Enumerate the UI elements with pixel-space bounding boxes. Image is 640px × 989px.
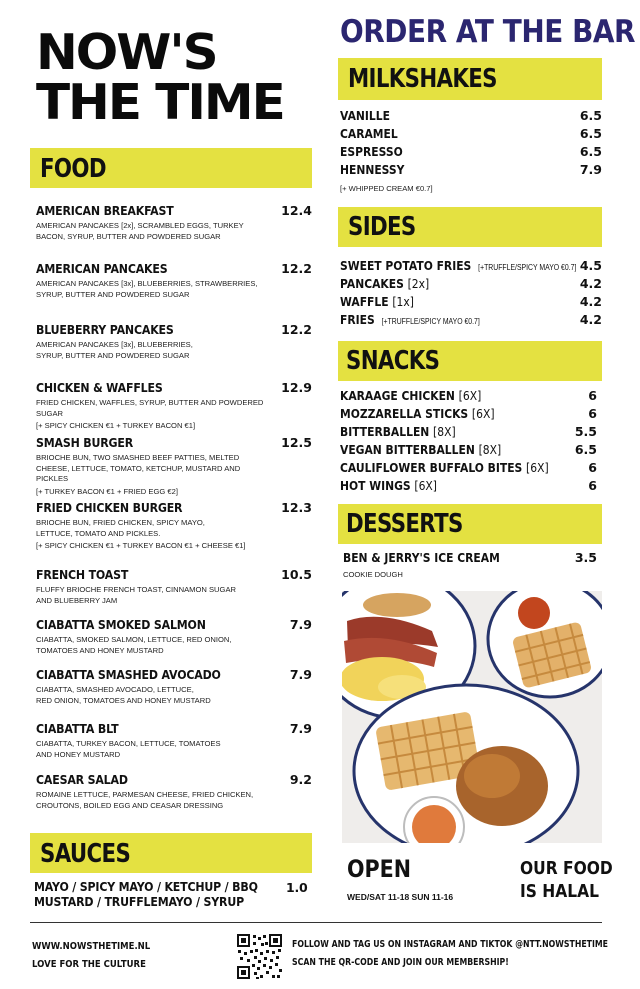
food-item-description: BRIOCHE BUN, TWO SMASHED BEEF PATTIES, MELTED CHEESE, LETTUCE, TOMATO, KETCHUP, MUSTARD AND PICKLES (36, 453, 241, 483)
side-price: 4.2 (579, 276, 602, 291)
food-item-name: AMERICAN BREAKFAST (36, 203, 174, 218)
sauces-line-1: MAYO / SPICY MAYO / KETCHUP / BBQ (34, 879, 258, 894)
snack-name (340, 478, 437, 493)
food-item-description: FRIED CHICKEN, WAFFLES, SYRUP, BUTTER AND POWDERED SUGAR (36, 398, 264, 418)
food-item-name: CIABATTA SMOKED SALMON (36, 617, 206, 632)
logo (36, 24, 284, 131)
snack-price: 6 (588, 478, 597, 493)
side-name-text: PANCAKES (340, 276, 404, 291)
snack-qty: [6X] (458, 388, 482, 403)
halal-notice (520, 857, 613, 903)
side-name (340, 294, 414, 309)
logo-line-2: THE TIME (36, 74, 284, 131)
snack-name (340, 460, 549, 475)
food-item-description: AMERICAN PANCAKES [2x], SCRAMBLED EGGS, TURKEY BACON, SYRUP, BUTTER AND POWDERED SUGAR (36, 221, 244, 241)
snack-row (340, 388, 602, 406)
milkshake-price: 6.5 (579, 126, 602, 141)
side-qty: [1x] (392, 294, 414, 309)
food-item (36, 772, 312, 811)
food-item-description: AMERICAN PANCAKES [3x], BLUEBERRIES, SYRUP, BUTTER AND POWDERED SUGAR (36, 340, 193, 360)
side-row (340, 312, 602, 330)
snack-price: 6 (588, 460, 597, 475)
food-item-name: AMERICAN PANCAKES (36, 261, 168, 276)
food-item-name: SMASH BURGER (36, 435, 134, 450)
snack-name (340, 406, 495, 421)
follow-us-text: FOLLOW AND TAG US ON INSTAGRAM AND TIKTOK @NTT.NOWSTHETIME (292, 939, 608, 950)
milkshake-price: 7.9 (579, 162, 602, 177)
food-item (36, 435, 312, 497)
food-item-price: 10.5 (281, 567, 312, 582)
side-price: 4.5 (579, 258, 602, 273)
snack-name-text: CAULIFLOWER BUFFALO BITES (340, 460, 523, 475)
side-row (340, 294, 602, 312)
side-note: [+TRUFFLE/SPICY MAYO €0.7] (381, 317, 480, 326)
milkshakes-banner (338, 58, 602, 100)
food-item-description: ROMAINE LETTUCE, PARMESAN CHEESE, FRIED CHICKEN, CROUTONS, BOILED EGG AND CEASAR DRESSING (36, 790, 254, 810)
slogan: LOVE FOR THE CULTURE (32, 959, 146, 970)
food-item (36, 721, 312, 760)
food-item (36, 567, 312, 606)
side-price: 4.2 (579, 294, 602, 309)
snack-name-text: KARAAGE CHICKEN (340, 388, 455, 403)
membership-text: SCAN THE QR-CODE AND JOIN OUR MEMBERSHIP! (292, 957, 509, 968)
snack-name-text: MOZZARELLA STICKS (340, 406, 469, 421)
side-note: [+TRUFFLE/SPICY MAYO €0.7] (478, 263, 577, 272)
side-name-text: WAFFLE (340, 294, 389, 309)
food-item-name: FRENCH TOAST (36, 567, 129, 582)
food-item (36, 617, 312, 656)
food-item-price: 7.9 (289, 721, 312, 736)
food-item-price: 12.2 (281, 261, 312, 276)
snack-qty: [8X] (433, 424, 456, 439)
website-link[interactable]: WWW.NOWSTHETIME.NL (32, 941, 151, 952)
milkshake-name: CARAMEL (340, 126, 398, 141)
food-item-description: BRIOCHE BUN, FRIED CHICKEN, SPICY MAYO, LETTUCE, TOMATO AND PICKLES. (36, 518, 205, 538)
footer-divider (30, 922, 602, 923)
food-item-extras: [+ SPICY CHICKEN €1 + TURKEY BACON €1] (36, 421, 196, 430)
food-item-name: CHICKEN & WAFFLES (36, 380, 163, 395)
food-item (36, 380, 312, 432)
food-item-price: 9.2 (289, 772, 312, 787)
food-item-name: CAESAR SALAD (36, 772, 128, 787)
desserts-heading: DESSERTS (346, 509, 463, 539)
snack-row (340, 442, 602, 460)
dessert-name: BEN & JERRY'S ICE CREAM (343, 550, 500, 565)
snack-price: 6.5 (574, 442, 597, 457)
food-item-price: 12.9 (281, 380, 312, 395)
snack-row (340, 460, 602, 478)
food-item-price: 12.5 (281, 435, 312, 450)
milkshake-row (340, 108, 602, 126)
milkshake-name: HENNESSY (340, 162, 405, 177)
food-item-extras: [+ SPICY CHICKEN €1 + TURKEY BACON €1 + CHEESE €1] (36, 541, 246, 550)
snack-row (340, 478, 602, 496)
food-heading: FOOD (40, 154, 106, 184)
snack-name-text: BITTERBALLEN (340, 424, 430, 439)
food-item-name: CIABATTA SMASHED AVOCADO (36, 667, 221, 682)
food-item-description: CIABATTA, TURKEY BACON, LETTUCE, TOMATOES AND HONEY MUSTARD (36, 739, 221, 759)
halal-line-2: IS HALAL (520, 881, 599, 902)
milkshake-row (340, 162, 602, 180)
dessert-row (340, 550, 602, 568)
food-photo (342, 591, 602, 843)
food-item-description: FLUFFY BRIOCHE FRENCH TOAST, CINNAMON SUGAR AND BLUEBERRY JAM (36, 585, 236, 605)
side-name (340, 258, 576, 273)
side-row (340, 276, 602, 294)
side-name (340, 276, 429, 291)
milkshake-price: 6.5 (579, 108, 602, 123)
order-at-bar-title: ORDER AT THE BAR (340, 14, 636, 50)
chicken-and-waffles-image (342, 591, 602, 843)
food-item-price: 7.9 (289, 617, 312, 632)
milkshake-row (340, 144, 602, 162)
desserts-banner (338, 504, 602, 544)
snack-qty: [6X] (526, 460, 549, 475)
food-item-extras: [+ TURKEY BACON €1 + FRIED EGG €2] (36, 486, 178, 496)
milkshake-price: 6.5 (579, 144, 602, 159)
food-banner (30, 148, 312, 188)
sides-heading: SIDES (348, 212, 416, 242)
dessert-note: COOKIE DOUGH (343, 570, 403, 579)
side-price: 4.2 (579, 312, 602, 327)
snack-name-text: VEGAN BITTERBALLEN (340, 442, 475, 457)
food-item (36, 203, 312, 242)
snack-price: 6 (588, 388, 597, 403)
halal-line-1: OUR FOOD (520, 858, 613, 879)
snack-name (340, 442, 501, 457)
food-item-name: CIABATTA BLT (36, 721, 119, 736)
snack-qty: [8X] (478, 442, 502, 457)
milkshake-name: VANILLE (340, 108, 390, 123)
snack-price: 6 (588, 406, 597, 421)
sides-banner (338, 207, 602, 247)
snack-price: 5.5 (574, 424, 597, 439)
milkshake-row (340, 126, 602, 144)
food-item-price: 12.2 (281, 322, 312, 337)
snack-qty: [6X] (471, 406, 495, 421)
food-item-price: 12.4 (281, 203, 312, 218)
snack-name (340, 424, 456, 439)
milkshakes-heading: MILKSHAKES (348, 64, 497, 94)
milkshake-name: ESPRESSO (340, 144, 403, 159)
food-item-description: CIABATTA, SMASHED AVOCADO, LETTUCE, RED ONION, TOMATOES AND HONEY MUSTARD (36, 685, 211, 705)
food-item-name: FRIED CHICKEN BURGER (36, 500, 183, 515)
side-row (340, 258, 602, 276)
snack-row (340, 406, 602, 424)
food-item (36, 667, 312, 706)
milkshake-note: [+ WHIPPED CREAM €0.7] (340, 184, 433, 193)
side-qty: [2x] (407, 276, 430, 291)
snack-qty: [6X] (414, 478, 437, 493)
logo-line-1: NOW'S (36, 24, 217, 81)
sauces-heading: SAUCES (40, 839, 131, 869)
snack-name (340, 388, 481, 403)
snacks-banner (338, 341, 602, 381)
sauces-line-2: MUSTARD / TRUFFLEMAYO / SYRUP (34, 894, 244, 909)
food-item-price: 7.9 (289, 667, 312, 682)
food-item-price: 12.3 (281, 500, 312, 515)
side-name (340, 312, 480, 327)
food-item (36, 322, 312, 361)
qr-code-icon[interactable] (236, 933, 283, 980)
food-item-description: AMERICAN PANCAKES [3x], BLUEBERRIES, STRAWBERRIES, SYRUP, BUTTER AND POWDERED SUGAR (36, 279, 258, 299)
snacks-heading: SNACKS (346, 346, 440, 376)
dessert-price: 3.5 (574, 550, 597, 565)
snack-row (340, 424, 602, 442)
food-item-name: BLUEBERRY PANCAKES (36, 322, 174, 337)
food-item (36, 261, 312, 300)
food-item-description: CIABATTA, SMOKED SALMON, LETTUCE, RED ONION, TOMATOES AND HONEY MUSTARD (36, 635, 232, 655)
snack-name-text: HOT WINGS (340, 478, 411, 493)
food-item (36, 500, 312, 552)
open-title: OPEN (347, 855, 412, 883)
sauces-price: 1.0 (286, 880, 308, 895)
opening-hours: WED/SAT 11-18 SUN 11-16 (347, 892, 454, 902)
sauces-banner (30, 833, 312, 873)
side-name-text: FRIES (340, 312, 375, 327)
side-name-text: SWEET POTATO FRIES (340, 258, 472, 273)
